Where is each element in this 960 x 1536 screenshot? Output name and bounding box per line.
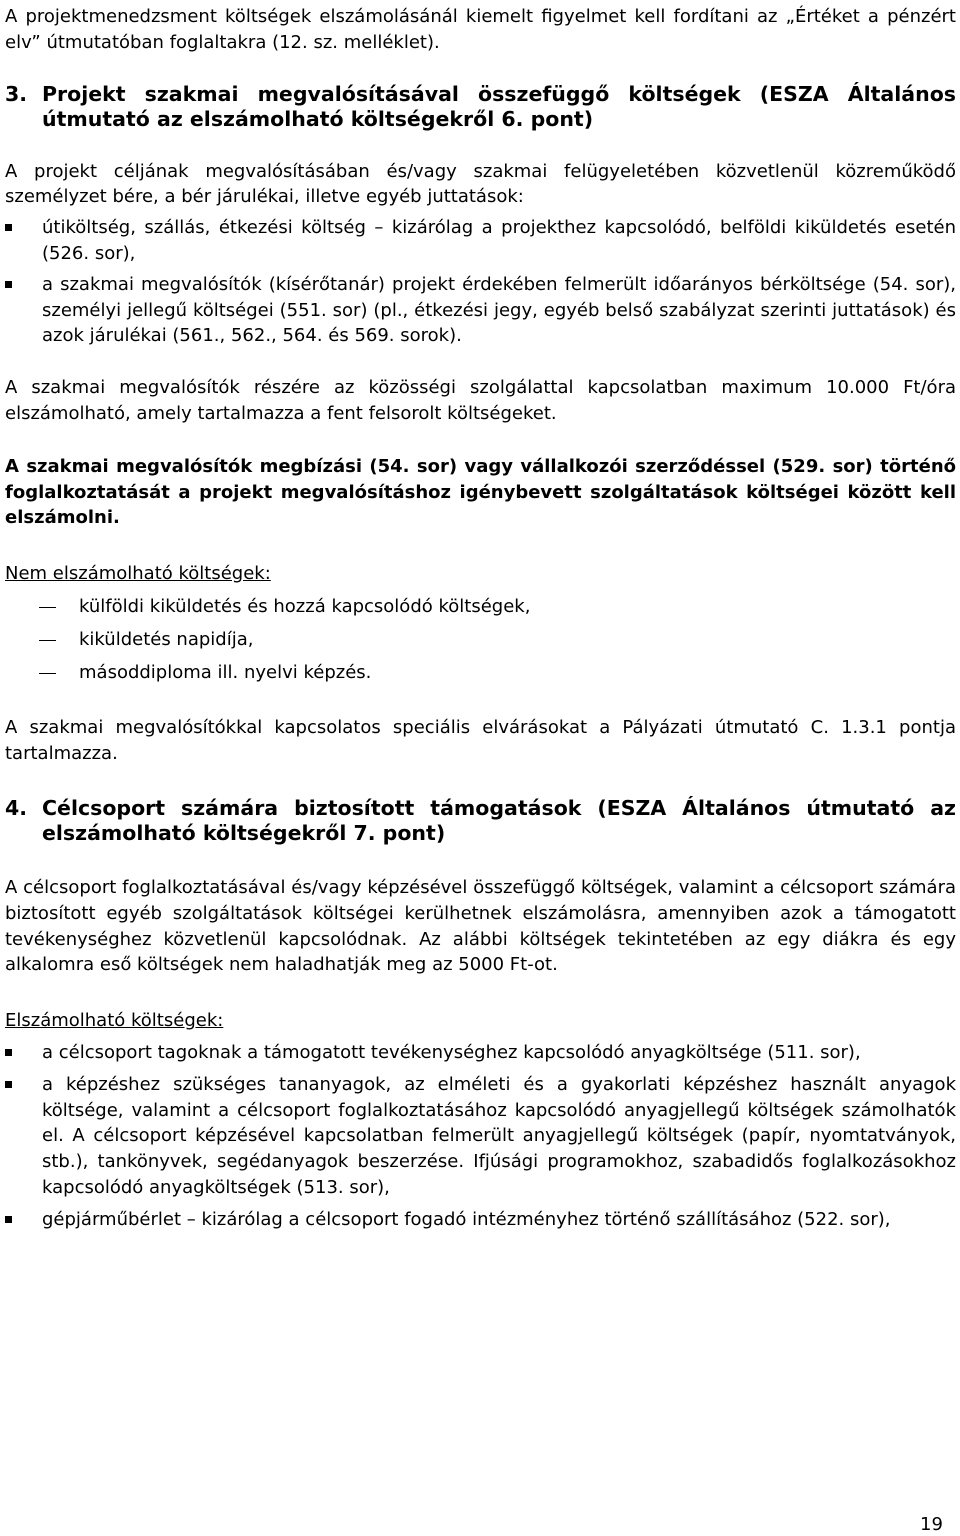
- dash-bullet-icon: [39, 673, 56, 675]
- intro-paragraph: A projektmenedzsment költségek elszámolásánál kiemelt figyelmet kell fordítani az „Értéket a pénzért elv” útmutatóban foglaltakra (12. sz. melléklet).: [5, 6, 956, 53]
- non-eligible-costs-list: [5, 594, 956, 685]
- dash-bullet-icon: [39, 640, 56, 642]
- section-3-number: 3.: [5, 81, 28, 106]
- list-item: [5, 272, 956, 349]
- square-bullet-icon: [5, 281, 12, 288]
- eligible-label-line: [5, 1008, 956, 1034]
- eligible-costs-list: [5, 1040, 956, 1233]
- list-item: [5, 1207, 956, 1233]
- section-4-number: 4.: [5, 795, 28, 820]
- section-3-title: Projekt szakmai megvalósításával összefüggő költségek (ESZA Általános útmutató az elszámolható költségekről 6. pont): [42, 81, 956, 132]
- page-number: 19: [920, 1514, 943, 1535]
- list-item-text: útiköltség, szállás, étkezési költség – kizárólag a projekthez kapcsolódó, belföldi kiküldetés esetén (526. sor),: [42, 217, 956, 264]
- dash-bullet-icon: [39, 607, 56, 609]
- eligible-costs-label: Elszámolható költségek:: [5, 1010, 224, 1032]
- list-item: [5, 627, 956, 653]
- list-item-text: a célcsoport tagoknak a támogatott tevékenységhez kapcsolódó anyagköltsége (511. sor),: [42, 1041, 861, 1063]
- non-eligible-costs-label: Nem elszámolható költségek:: [5, 563, 271, 585]
- list-item: [5, 660, 956, 686]
- square-bullet-icon: [5, 1081, 12, 1088]
- list-item: [5, 594, 956, 620]
- list-item-text: másoddiploma ill. nyelvi képzés.: [79, 661, 372, 683]
- section-4-paragraph-1: A célcsoport foglalkoztatásával és/vagy képzésével összefüggő költségek, valamint a célcsoport számára biztosított egyéb szolgáltatások költségei kerülhetnek elszámolásra, amennyiben azok a támogatott tevékenységhez közvetlenül kapcsolódnak. Az alábbi költségek tekintetében az egy diákra és egy alkalomra eső költségek nem haladhatják meg az 5000 Ft-ot.: [5, 876, 956, 976]
- section-3-bold-paragraph: A szakmai megvalósítók megbízási (54. sor) vagy vállalkozói szerződéssel (529. sor) történő foglalkoztatását a projekt megvalósításhoz igénybevett szolgáltatások költségei között kell elszámolni.: [5, 455, 956, 529]
- square-bullet-icon: [5, 1049, 12, 1056]
- square-bullet-icon: [5, 224, 12, 231]
- section-3-paragraph-2: A szakmai megvalósítók részére az közösségi szolgálattal kapcsolatban maximum 10.000 Ft/óra elszámolható, amely tartalmazza a fent felsorolt költségeket.: [5, 377, 956, 424]
- list-item-text: külföldi kiküldetés és hozzá kapcsolódó költségek,: [79, 595, 531, 617]
- list-item-text: kiküldetés napidíja,: [79, 628, 254, 650]
- square-bullet-icon: [5, 1216, 12, 1223]
- section-3-paragraph-1: A projekt céljának megvalósításában és/vagy szakmai felügyeletében közvetlenül közreműködő személyzet bére, a bér járulékai, illetve egyéb juttatások:: [5, 160, 956, 208]
- list-item: [5, 1072, 956, 1201]
- list-item-text: a képzéshez szükséges tananyagok, az elméleti és a gyakorlati képzéshez használt anyagok költsége, valamint a célcsoport foglalkoztatásához kapcsolódó anyagjellegű költségek számolhatók el. A célcsoport képzésével kapcsolatban felmerült anyagjellegű költségek (papír, nyomtatványok, stb.), tankönyvek, segédanyagok beszerzése. Ifjúsági programokhoz, szabadidős foglalkozásokhoz kapcsolódó anyagköltségek (513. sor),: [42, 1073, 956, 1198]
- section-3-paragraph-4: A szakmai megvalósítókkal kapcsolatos speciális elvárásokat a Pályázati útmutató C. 1.3.1 pontja tartalmazza.: [5, 717, 956, 765]
- list-item: [5, 215, 956, 267]
- section-3-bullet-list: [5, 215, 956, 349]
- list-item-text: gépjárműbérlet – kizárólag a célcsoport fogadó intézményhez történő szállításához (522. sor),: [42, 1208, 891, 1230]
- list-item-text: a szakmai megvalósítók (kísérőtanár) projekt érdekében felmerült időarányos bérköltsége (54. sor), személyi jellegű költségei (551. sor) (pl., étkezési jegy, egyéb belső szabályzat szerinti juttatások) és azok járulékai (561., 562., 564. és 569. sorok).: [42, 273, 956, 347]
- list-item: [5, 1040, 956, 1066]
- document-page: [5, 4, 956, 1233]
- section-3-heading: [5, 82, 956, 133]
- non-eligible-label-line: [5, 561, 956, 587]
- section-4-heading: [5, 796, 956, 847]
- section-4-title: Célcsoport számára biztosított támogatások (ESZA Általános útmutató az elszámolható költségekről 7. pont): [42, 795, 956, 846]
